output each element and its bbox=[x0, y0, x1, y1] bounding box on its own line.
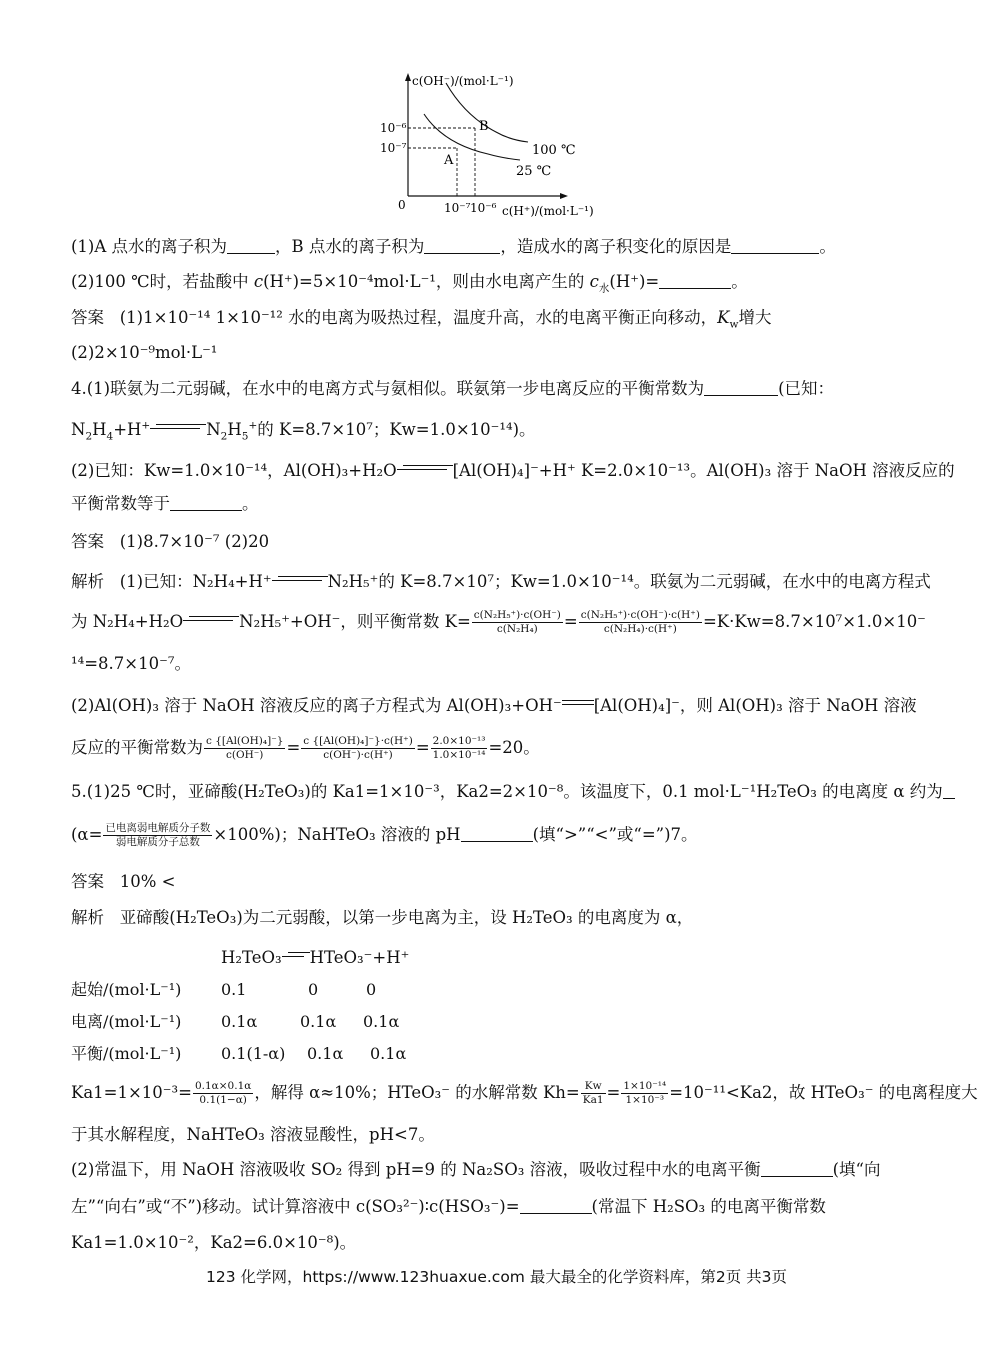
fraction: $\frac{0.1\alpha\times 0.1\alpha}{0.1(1-\alpha)}$ bbox=[194, 1080, 252, 1106]
ion-product-graph bbox=[370, 68, 620, 223]
answer-blank[interactable] bbox=[761, 1160, 833, 1177]
y-tick-1e-7: 10⁻⁷ bbox=[380, 141, 407, 155]
x-axis-label: c(H⁺)/(mol·L⁻¹) bbox=[502, 204, 594, 218]
y-tick-1e-6: 10⁻⁶ bbox=[380, 121, 407, 135]
q3-answer: 答案 (1)1×10⁻¹⁴ 1×10⁻¹² 水的电离为吸热过程，温度升高，水的电离平衡正向移动，$K_w$增大 bbox=[71, 308, 772, 331]
ice-cell: 0.1α bbox=[221, 1012, 258, 1031]
curve-100c-label: 100 ℃ bbox=[532, 143, 576, 158]
equilibrium-arrow bbox=[397, 464, 453, 472]
answer-blank[interactable] bbox=[424, 237, 500, 254]
point-a-label: A bbox=[444, 153, 454, 168]
ice-row-equilibrium-label: 平衡/(mol·L⁻¹) bbox=[71, 1044, 182, 1063]
ice-cell: 0 bbox=[308, 980, 319, 999]
ice-row-initial-label: 起始/(mol·L⁻¹) bbox=[71, 980, 182, 999]
q4-answer: 答案 (1)8.7×10⁻⁷ (2)20 bbox=[71, 532, 270, 551]
answer-blank[interactable] bbox=[170, 494, 242, 511]
x-tick-1e-7: 10⁻⁷ bbox=[444, 201, 471, 215]
q4-solution-4: (2)Al(OH)₃ 溶于 NaOH 溶液反应的离子方程式为 Al(OH)₃+OH⁻ [Al(OH)₄]⁻，则 Al(OH)₃ 溶于 NaOH 溶液 bbox=[71, 696, 917, 715]
q4-part1-line2: $N_2H_4+H^+$ $N_2H_5^+$的 K=8.7×10⁷；Kw=1.0×10⁻¹⁴)。 bbox=[71, 419, 536, 443]
q5-solution-2: Ka1=1×10⁻³= $\frac{0.1\alpha\times 0.1\alpha}{0.1(1-\alpha)}$ ，解得 α≈10%；HTeO₃⁻ 的水解常数 Kh= $\frac{Kw}{Ka1}$ = $\frac{\text{1×10⁻¹⁴}}{\text{1×10⁻³}}$ =10⁻¹¹<Ka2，故 HTeO₃⁻ 的电离程度大 bbox=[71, 1080, 978, 1106]
fraction: $\frac{\text{c \{[Al(OH)₄]⁻\}·c(H⁺)}}{c(OH^-)\cdot c(H^+)}$ bbox=[303, 735, 413, 761]
answer-blank[interactable] bbox=[461, 825, 533, 842]
equals-sign bbox=[562, 699, 594, 707]
q4-part2: (2)已知：Kw=1.0×10⁻¹⁴，Al(OH)₃+H₂O [Al(OH)₄]⁻+H⁺ K=2.0×10⁻¹³。Al(OH)₃ 溶于 NaOH 溶液反应的 bbox=[71, 461, 955, 480]
answer-blank[interactable] bbox=[520, 1197, 592, 1214]
q3-answer-2: (2)2×10⁻⁹mol·L⁻¹ bbox=[71, 343, 218, 362]
q4-solution-5: 反应的平衡常数为 $\frac{\text{c \{[Al(OH)₄]⁻\}}}{c(OH^-)}$ = $\frac{\text{c \{[Al(OH)₄]⁻\}·c(H⁺)}}{c(OH^-)\cdot c(H^+)}$ = $\frac{\text{2.0×10⁻¹³}}{\text{1.0×10⁻¹⁴}}$ =20。 bbox=[71, 735, 540, 761]
ice-cell: 0.1 bbox=[221, 980, 247, 999]
ice-cell: 0.1α bbox=[300, 1012, 337, 1031]
ice-row-change-label: 电离/(mol·L⁻¹) bbox=[71, 1012, 182, 1031]
q4-solution-3: ¹⁴=8.7×10⁻⁷。 bbox=[71, 654, 191, 673]
q5-part2-line3: Ka1=1.0×10⁻²，Ka2=6.0×10⁻⁸)。 bbox=[71, 1233, 357, 1252]
page-footer: 123 化学网，https://www.123huaxue.com 最大最全的化学资料库，第2页 共3页 bbox=[206, 1268, 787, 1286]
equilibrium-arrow bbox=[150, 423, 206, 431]
x-axis-arrow bbox=[560, 193, 568, 199]
q5-solution-1: 解析 亚碲酸(H₂TeO₃)为二元弱酸，以第一步电离为主，设 H₂TeO₃ 的电离度为 α， bbox=[71, 908, 694, 927]
fraction: $\frac{\text{c \{[Al(OH)₄]⁻\}}}{c(OH^-)}$ bbox=[206, 735, 284, 761]
q3-part1: (1)A 点水的离子积为 ，B 点水的离子积为 ，造成水的离子积变化的原因是 。 bbox=[71, 237, 836, 256]
curve-25c-label: 25 ℃ bbox=[516, 164, 552, 179]
y-axis-arrow bbox=[405, 73, 411, 81]
fraction: $\frac{Kw}{Ka1}$ bbox=[582, 1080, 604, 1106]
answer-blank[interactable] bbox=[731, 237, 819, 254]
equilibrium-arrow bbox=[282, 951, 310, 959]
equilibrium-arrow bbox=[272, 575, 328, 583]
q4-solution-1: 解析 (1)已知：N₂H₄+H⁺ N₂H₅⁺的 K=8.7×10⁷；Kw=1.0×10⁻¹⁴。联氨为二元弱碱，在水中的电离方程式 bbox=[71, 572, 931, 591]
q5-equation: H₂TeO₃ HTeO₃⁻+H⁺ bbox=[221, 948, 410, 967]
ice-cell: 0.1α bbox=[307, 1044, 344, 1063]
fraction: $\frac{\text{已电离弱电解质分子数}}{\text{弱电解质分子总数}}$ bbox=[105, 822, 211, 848]
q5-part1: 5.(1)25 ℃时，亚碲酸(H₂TeO₃)的 Ka1=1×10⁻³，Ka2=2×10⁻⁸。该温度下，0.1 mol·L⁻¹H₂TeO₃ 的电离度 α 约为 bbox=[71, 780, 921, 804]
ice-cell: 0.1α bbox=[370, 1044, 407, 1063]
fraction: $\frac{\text{2.0×10⁻¹³}}{\text{1.0×10⁻¹⁴}}$ bbox=[432, 735, 486, 761]
q5-solution-3: 于其水解程度，NaHTeO₃ 溶液显酸性，pH<7。 bbox=[71, 1125, 435, 1144]
q5-answer: 答案 10% < bbox=[71, 872, 176, 891]
answer-blank[interactable] bbox=[704, 379, 778, 396]
ice-cell: 0 bbox=[366, 980, 377, 999]
q5-part2-line2: 左”“向右”或“不”)移动。试计算溶液中 c(SO₃²⁻)∶c(HSO₃⁻)= (常温下 H₂SO₃ 的电离平衡常数 bbox=[71, 1197, 826, 1216]
ice-cell: 0.1(1-α) bbox=[221, 1044, 286, 1063]
q5-part2: (2)常温下，用 NaOH 溶液吸收 SO₂ 得到 pH=9 的 Na₂SO₃ 溶液，吸收过程中水的电离平衡 (填“向 bbox=[71, 1160, 881, 1179]
q4-part2-line2: 平衡常数等于 。 bbox=[71, 494, 259, 513]
ice-cell: 0.1α bbox=[363, 1012, 400, 1031]
answer-blank[interactable] bbox=[227, 237, 275, 254]
y-axis-label: c(OH⁻)/(mol·L⁻¹) bbox=[412, 74, 514, 88]
fraction: $\frac{\text{c(N₂H₅⁺)·c(OH⁻)·c(H⁺)}}{\text{c(N₂H₄)·c(H⁺)}}$ bbox=[580, 609, 700, 635]
origin-label: 0 bbox=[398, 198, 406, 212]
q4-part1: 4.(1)联氨为二元弱碱，在水中的电离方式与氨相似。联氨第一步电离反应的平衡常数为 (已知： bbox=[71, 379, 835, 398]
equilibrium-arrow bbox=[183, 615, 239, 623]
q5-part1-line2: (α= $\frac{\text{已电离弱电解质分子数}}{\text{弱电解质分子总数}}$ ×100%)；NaHTeO₃ 溶液的 pH (填“>”“<”或“=”)7。 bbox=[71, 822, 698, 848]
point-b-label: B bbox=[479, 119, 489, 134]
fraction: $\frac{\text{c(N₂H₅⁺)·c(OH⁻)}}{\text{c(N₂H₄)}}$ bbox=[473, 609, 561, 635]
q4-solution-2: 为 N₂H₄+H₂O N₂H₅⁺+OH⁻，则平衡常数 K= $\frac{\text{c(N₂H₅⁺)·c(OH⁻)}}{\text{c(N₂H₄)}}$ = $\frac{\text{c(N₂H₅⁺)·c(OH⁻)·c(H⁺)}}{\text{c(N₂H₄)·c(H⁺)}}$ =K·Kw=8.7×10⁷×1.0×10⁻ bbox=[71, 609, 926, 635]
answer-blank[interactable] bbox=[943, 782, 955, 799]
answer-blank[interactable] bbox=[659, 272, 731, 289]
fraction: $\frac{\text{1×10⁻¹⁴}}{\text{1×10⁻³}}$ bbox=[623, 1080, 667, 1106]
x-tick-1e-6: 10⁻⁶ bbox=[470, 201, 497, 215]
q3-part2: (2)100 ℃时，若盐酸中 c(H⁺)=5×10⁻⁴mol·L⁻¹，则由水电离产生的 $c_水(H^+)=$ 。 bbox=[71, 272, 748, 295]
